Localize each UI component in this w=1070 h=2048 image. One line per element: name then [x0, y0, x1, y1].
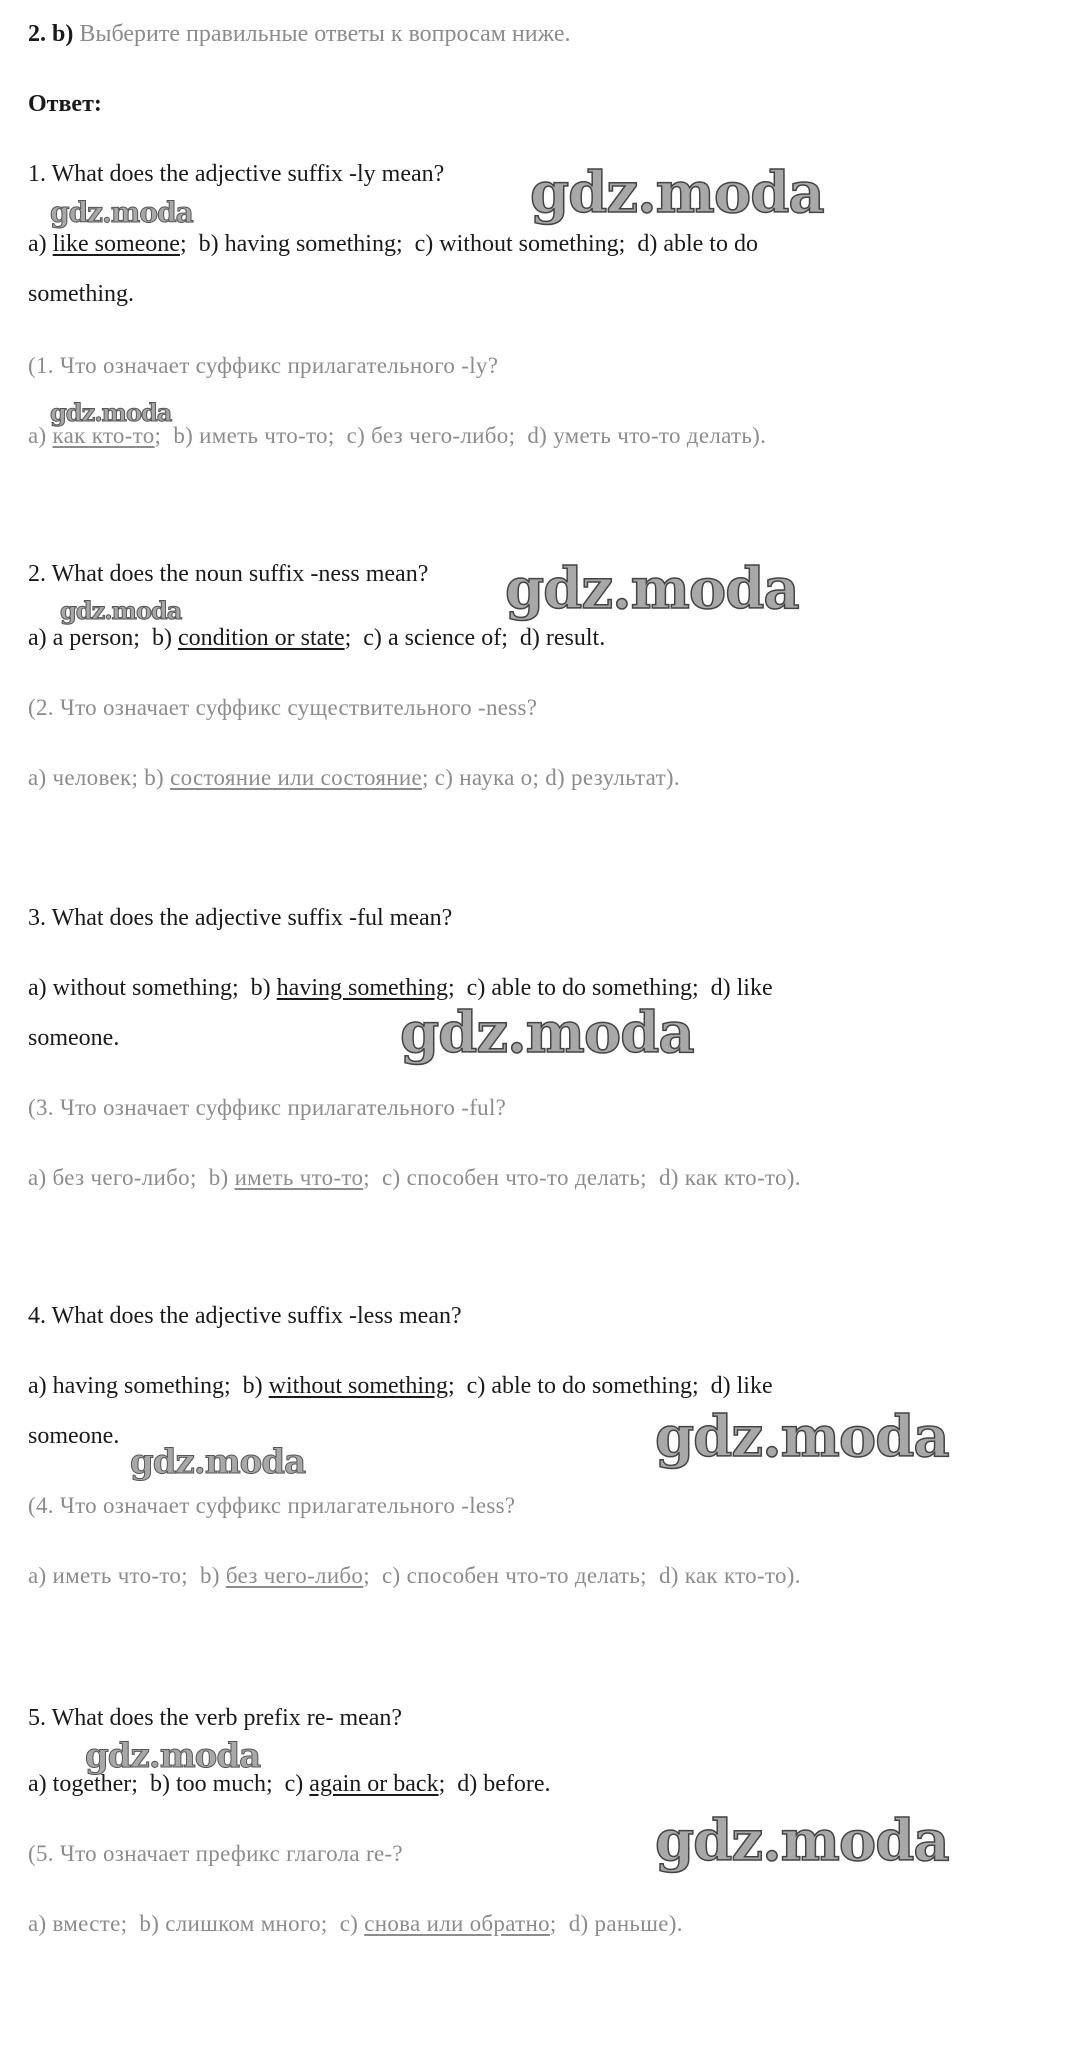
option-text: как кто-то).	[684, 1165, 801, 1190]
task-header	[28, 18, 571, 50]
option-letter: c)	[346, 423, 372, 448]
option-letter: b)	[198, 231, 225, 257]
option-separator: ;	[131, 1771, 150, 1797]
watermark-logo: gdz.moda	[530, 160, 824, 226]
option-separator: ;	[691, 975, 711, 1001]
option-separator: ;	[320, 1911, 340, 1936]
question-4-en: 4. What does the adjective suffix -less mean?	[28, 1303, 462, 1329]
option-separator: ;	[189, 1165, 209, 1190]
option-letter: а)	[28, 1911, 53, 1936]
option-separator: ;	[181, 1563, 201, 1588]
option-text: too much	[175, 1771, 266, 1797]
watermark-logo: gdz.moda	[400, 1000, 694, 1066]
option-letter: a)	[28, 1373, 53, 1399]
option-separator: ;	[179, 231, 199, 257]
option-correct: like someone	[52, 231, 180, 257]
option-letter: d)	[658, 1563, 685, 1588]
option-letter: c)	[363, 625, 388, 651]
option-letter: d)	[545, 765, 572, 790]
option-correct: иметь что-то	[234, 1165, 364, 1190]
option-correct: состояние или состояние	[170, 765, 422, 790]
question-2-options-en	[28, 622, 605, 654]
option-letter: c)	[382, 1165, 407, 1190]
option-text: having something	[224, 231, 396, 257]
option-separator: ;	[691, 1373, 711, 1399]
option-letter: b)	[151, 625, 178, 651]
option-letter: b)	[242, 1373, 269, 1399]
option-text: наука о	[459, 765, 533, 790]
question-5-en: 5. What does the verb prefix re- mean?	[28, 1705, 403, 1731]
option-separator: ;	[501, 625, 520, 651]
option-text: without something	[52, 975, 232, 1001]
option-letter: b)	[208, 1165, 235, 1190]
option-correct: without something	[268, 1373, 448, 1399]
option-text: a science of	[387, 625, 502, 651]
question-1-ru: (1. Что означает суффикс прилагательного -ly?	[28, 353, 499, 378]
question-2-en: 2. What does the noun suffix -ness mean?	[28, 561, 429, 587]
option-separator: ;	[640, 1563, 659, 1588]
option-separator: ;	[363, 1563, 383, 1588]
watermark-logo: gdz.moda	[60, 596, 182, 625]
option-letter: d)	[658, 1165, 685, 1190]
option-text: результат).	[571, 765, 680, 790]
option-text: able to do something	[491, 975, 692, 1001]
question-3-options-en-continued: someone.	[28, 1025, 120, 1051]
question-1-options-en-continued: something.	[28, 281, 134, 307]
option-letter: a)	[28, 423, 53, 448]
option-letter: b)	[250, 975, 277, 1001]
option-text: раньше).	[594, 1911, 683, 1936]
option-letter: d)	[519, 625, 546, 651]
question-1-options-en	[28, 228, 758, 260]
question-4-ru: (4. Что означает суффикс прилагательного -less?	[28, 1493, 516, 1518]
question-4-options-en-continued: someone.	[28, 1423, 120, 1449]
question-2-ru: (2. Что означает суффикс существительного -ness?	[28, 695, 538, 720]
option-separator: ;	[448, 1373, 467, 1399]
option-text: иметь что-то	[199, 423, 328, 448]
option-separator: ;	[133, 625, 152, 651]
option-text: together	[52, 1771, 132, 1797]
option-correct: как кто-то	[52, 423, 155, 448]
option-text: иметь что-то	[52, 1563, 182, 1588]
question-1-en: 1. What does the adjective suffix -ly mean?	[28, 161, 445, 187]
option-letter: c)	[466, 1373, 492, 1399]
option-text: человек	[52, 765, 132, 790]
option-text: without something	[439, 231, 619, 257]
option-letter: d)	[710, 975, 737, 1001]
option-correct: снова или обратно	[364, 1911, 550, 1936]
option-letter: b)	[173, 423, 200, 448]
option-separator: ;	[618, 231, 638, 257]
option-separator: ;	[395, 231, 415, 257]
watermark-logo: gdz.moda	[505, 556, 799, 622]
option-separator: ;	[363, 1165, 383, 1190]
option-separator: ;	[344, 625, 364, 651]
option-text: как кто-то).	[684, 1563, 801, 1588]
option-letter: c)	[466, 975, 492, 1001]
question-4-options-ru	[28, 1560, 801, 1592]
option-text: having something	[52, 1373, 224, 1399]
option-separator: ;	[532, 765, 546, 790]
option-letter: d)	[527, 423, 554, 448]
option-separator: ;	[327, 423, 347, 448]
option-letter: a)	[28, 231, 53, 257]
option-text: без чего-либо	[371, 423, 509, 448]
watermark-logo: gdz.moda	[85, 1736, 261, 1776]
watermark-logo: gdz.moda	[655, 1808, 949, 1874]
option-letter: c)	[434, 765, 460, 790]
option-text: способен что-то делать	[406, 1563, 641, 1588]
task-instruction: Выберите правильные ответы к вопросам ниже.	[79, 21, 571, 47]
option-separator: ;	[232, 975, 251, 1001]
question-5-ru: (5. Что означает префикс глагола re-?	[28, 1841, 403, 1866]
option-text: способен что-то делать	[406, 1165, 641, 1190]
option-text: слишком много	[165, 1911, 321, 1936]
option-text: able to do something	[491, 1373, 692, 1399]
option-text: вместе	[52, 1911, 121, 1936]
option-letter: b)	[144, 765, 171, 790]
option-correct: having something	[276, 975, 448, 1001]
question-4-options-en	[28, 1370, 773, 1402]
option-separator: ;	[421, 765, 435, 790]
option-letter: а)	[28, 1165, 53, 1190]
option-separator: ;	[120, 1911, 140, 1936]
option-letter: a)	[28, 1771, 53, 1797]
question-3-en: 3. What does the adjective suffix -ful mean?	[28, 905, 453, 931]
watermark-logo: gdz.moda	[50, 398, 172, 427]
option-text: result.	[545, 625, 606, 651]
option-text: able to do	[663, 231, 758, 257]
option-correct: condition or state	[177, 625, 345, 651]
watermark-logo: gdz.moda	[50, 196, 193, 229]
option-letter: d)	[710, 1373, 737, 1399]
option-letter: b)	[149, 1771, 176, 1797]
option-letter: c)	[339, 1911, 365, 1936]
option-text: like	[736, 975, 773, 1001]
option-separator: ;	[640, 1165, 659, 1190]
option-separator: ;	[131, 765, 145, 790]
option-letter: а)	[28, 765, 53, 790]
question-2-options-ru	[28, 762, 680, 794]
option-letter: c)	[414, 231, 440, 257]
option-letter: d)	[637, 231, 664, 257]
option-text: без чего-либо	[52, 1165, 190, 1190]
answer-label: Ответ:	[28, 91, 102, 117]
option-text: уметь что-то делать).	[553, 423, 767, 448]
option-separator: ;	[448, 975, 467, 1001]
option-correct: again or back	[309, 1771, 439, 1797]
option-separator: ;	[549, 1911, 569, 1936]
option-text: before.	[483, 1771, 551, 1797]
option-text: like	[736, 1373, 773, 1399]
option-letter: c)	[382, 1563, 407, 1588]
option-letter: c)	[284, 1771, 310, 1797]
option-separator: ;	[438, 1771, 458, 1797]
watermark-logo: gdz.moda	[130, 1442, 306, 1482]
option-letter: a)	[28, 625, 53, 651]
option-correct: без чего-либо	[225, 1563, 364, 1588]
question-3-ru: (3. Что означает суффикс прилагательного -ful?	[28, 1095, 507, 1120]
option-letter: b)	[139, 1911, 166, 1936]
option-letter: d)	[568, 1911, 595, 1936]
option-separator: ;	[223, 1373, 243, 1399]
question-5-options-ru	[28, 1908, 683, 1940]
option-separator: ;	[508, 423, 528, 448]
question-3-options-ru	[28, 1162, 801, 1194]
watermark-logo: gdz.moda	[655, 1404, 949, 1470]
option-letter: а)	[28, 1563, 53, 1588]
option-letter: a)	[28, 975, 53, 1001]
option-letter: b)	[200, 1563, 226, 1588]
option-text: a person	[52, 625, 134, 651]
task-number: 2. b)	[28, 21, 74, 47]
option-separator: ;	[265, 1771, 285, 1797]
option-letter: d)	[457, 1771, 484, 1797]
option-separator: ;	[154, 423, 174, 448]
